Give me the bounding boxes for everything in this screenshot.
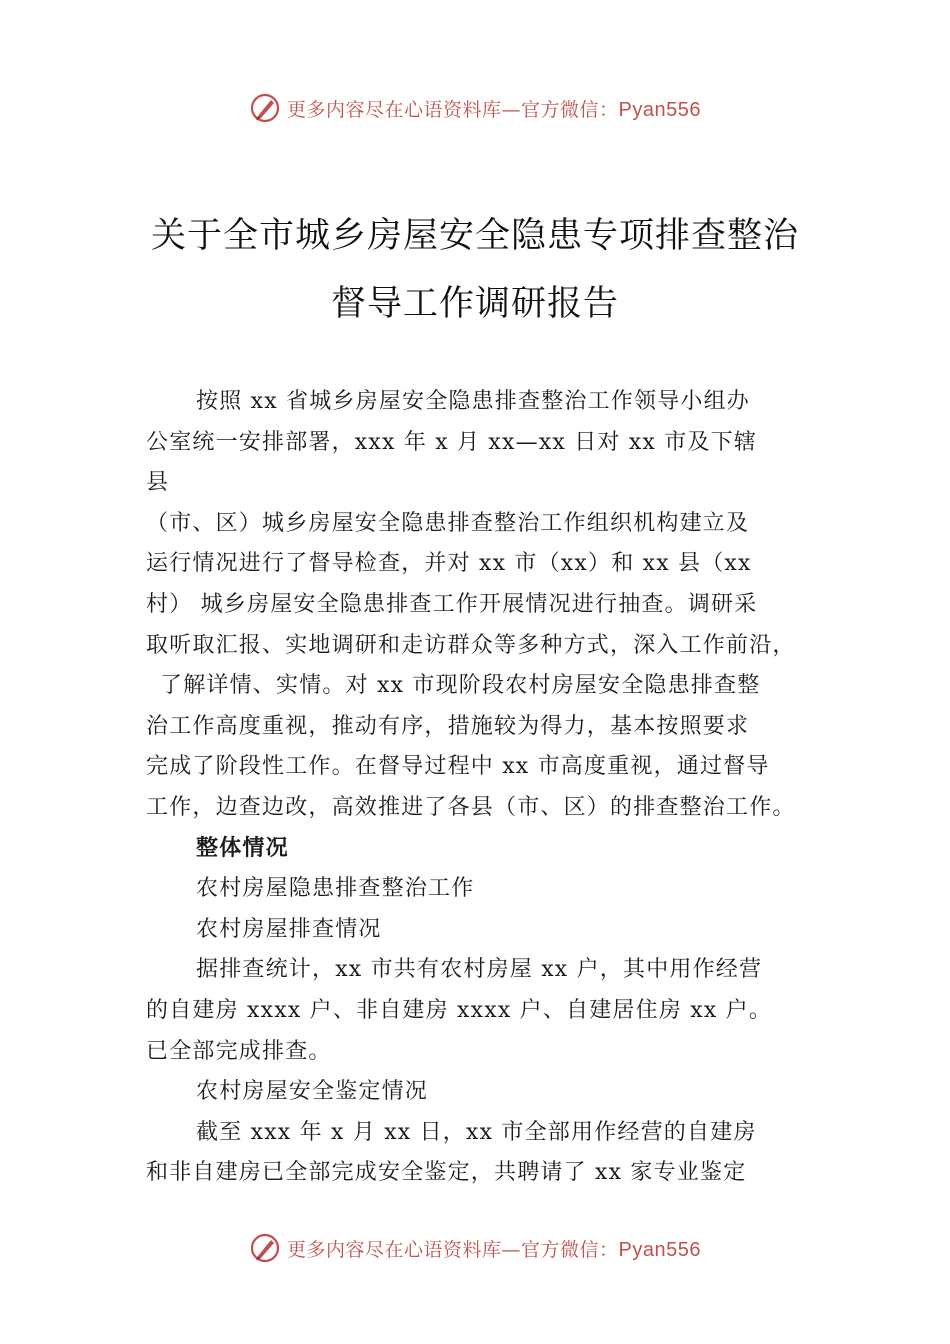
paragraph-line: 治工作高度重视，推动有序，措施较为得力，基本按照要求 xyxy=(146,713,750,739)
paragraph-line: 截至 xxx 年 x 月 xx 日，xx 市全部用作经营的自建房 xyxy=(196,1119,757,1145)
paragraph-line: 的自建房 xxxx 户、非自建房 xxxx 户、自建居住房 xx 户。 xyxy=(146,997,773,1023)
paragraph-line: 据排查统计，xx 市共有农村房屋 xx 户，其中用作经营 xyxy=(196,957,763,983)
paragraph-line: 工作，边查边改，高效推进了各县（市、区）的排查整治工作。 xyxy=(146,794,796,820)
document-body xyxy=(146,382,836,1194)
document-title-line-2: 督导工作调研报告 xyxy=(330,284,619,324)
header-banner xyxy=(0,92,950,124)
paragraph-line: 完成了阶段性工作。在督导过程中 xx 市高度重视，通过督导 xyxy=(146,754,770,780)
footer-banner xyxy=(0,1232,950,1264)
footer-banner-text xyxy=(287,1235,701,1262)
header-banner-text xyxy=(287,95,701,122)
paragraph-line: 县 xyxy=(146,470,170,496)
section-heading: 整体情况 xyxy=(196,835,289,861)
document-title-line-1: 关于全市城乡房屋安全隐患专项排查整治 xyxy=(150,216,799,256)
subsection-heading: 农村房屋排查情况 xyxy=(196,916,382,942)
paragraph-line: 运行情况进行了督导检查，并对 xx 市（xx）和 xx 县（xx xyxy=(146,551,752,577)
subsection-heading: 农村房屋隐患排查整治工作 xyxy=(196,876,475,902)
paragraph-line: 按照 xx 省城乡房屋安全隐患排查整治工作领导小组办 xyxy=(196,389,751,414)
paragraph-line: 取听取汇报、实地调研和走访群众等多种方式，深入工作前沿， xyxy=(146,632,796,658)
footer-banner-prefix: 更多内容尽在心语资料库—官方微信： xyxy=(287,1238,619,1261)
pen-logo-icon xyxy=(249,92,281,124)
paragraph-line: 村） 城乡房屋安全隐患排查工作开展情况进行抽查。调研采 xyxy=(146,591,758,617)
subsection-heading: 农村房屋安全鉴定情况 xyxy=(196,1079,429,1105)
footer-wechat-id: Pyan556 xyxy=(618,1238,701,1261)
paragraph-line: 已全部完成排查。 xyxy=(146,1038,332,1064)
paragraph-line: 和非自建房已全部完成安全鉴定，共聘请了 xx 家专业鉴定 xyxy=(146,1160,747,1186)
pen-logo-icon xyxy=(249,1232,281,1264)
header-wechat-id: Pyan556 xyxy=(618,98,701,121)
paragraph-line: 公室统一安排部署，xxx 年 x 月 xx—xx 日对 xx 市及下辖 xyxy=(146,429,758,455)
paragraph-line: （市、区）城乡房屋安全隐患排查整治工作组织机构建立及 xyxy=(146,510,750,536)
header-banner-prefix: 更多内容尽在心语资料库—官方微信： xyxy=(287,98,619,121)
paragraph-line: 了解详情、实情。对 xx 市现阶段农村房屋安全隐患排查整 xyxy=(160,673,761,699)
